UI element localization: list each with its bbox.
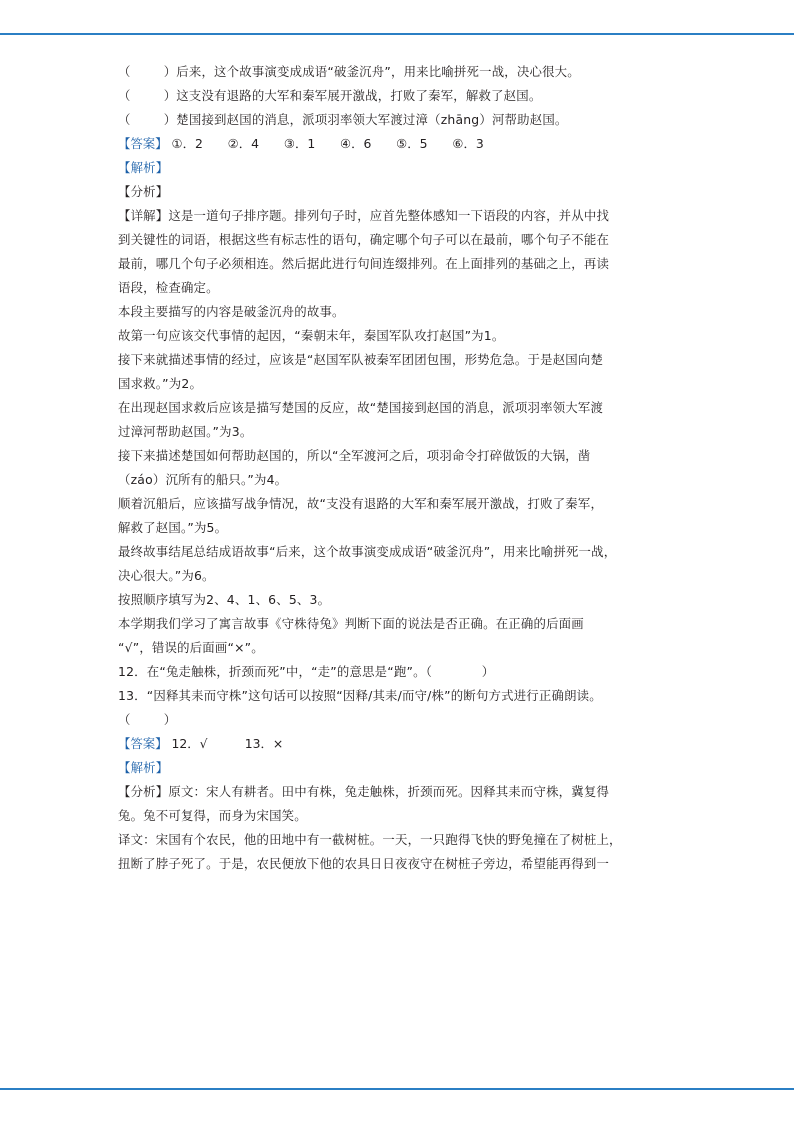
- answer-values: ①．2 ②．4 ③．1 ④．6 ⑤．5 ⑥．3: [171, 136, 484, 151]
- text-line: 本学期我们学习了寓言故事《守株待兔》判断下面的说法是否正确。在正确的后面画: [118, 616, 584, 631]
- text-line: 本段主要描写的内容是破釜沉舟的故事。: [118, 304, 345, 319]
- analysis-label: 【解析】: [118, 760, 169, 775]
- text-line: 【分析】: [118, 184, 169, 199]
- text-line: 译文：宋国有个农民，他的田地中有一截树桩。一天，一只跑得飞快的野兔撞在了树桩上，: [118, 832, 622, 847]
- answer-line: [118, 732, 688, 756]
- text-line: （záo）沉所有的船只。”为4。: [118, 472, 288, 487]
- text-line: 过漳河帮助赵国。”为3。: [118, 424, 253, 439]
- answer-values: 12．√ 13．×: [171, 736, 284, 751]
- answer-label: 【答案】: [118, 136, 168, 151]
- text-line: 故第一句应该交代事情的起因，“秦朝末年，秦国军队攻打赵国”为1。: [118, 328, 505, 343]
- text-line: 顺着沉船后，应该描写战争情况，故“支没有退路的大军和秦军展开激战，打败了秦军，: [118, 496, 604, 511]
- document-body: [118, 60, 688, 876]
- text-line: 最终故事结尾总结成语故事“后来，这个故事演变成成语“破釜沉舟”，用来比喻拼死一战，: [118, 544, 617, 559]
- text-line: 【分析】原文：宋人有耕者。田中有株，兔走触株，折颈而死。因释其耒而守株，冀复得: [118, 784, 610, 799]
- text-line: 决心很大。”为6。: [118, 568, 215, 583]
- page-top-rule: [0, 33, 794, 35]
- text-line: （ ）楚国接到赵国的消息，派项羽率领大军渡过漳（zhāng）河帮助赵国。: [118, 112, 568, 127]
- text-line: 兔。兔不可复得，而身为宋国笑。: [118, 808, 307, 823]
- text-line: 扭断了脖子死了。于是，农民便放下他的农具日日夜夜守在树桩子旁边，希望能再得到一: [118, 856, 610, 871]
- page-bottom-rule: [0, 1088, 794, 1090]
- text-line: 按照顺序填写为2、4、1、6、5、3。: [118, 592, 331, 607]
- analysis-label: 【解析】: [118, 160, 169, 175]
- text-line: 最前，哪几个句子必须相连。然后据此进行句间连缀排列。在上面排列的基础之上，再读: [118, 256, 610, 271]
- text-line: 在出现赵国求救后应该是描写楚国的反应，故“楚国接到赵国的消息，派项羽率领大军渡: [118, 400, 604, 415]
- text-line: （ ）这支没有退路的大军和秦军展开激战，打败了秦军，解救了赵国。: [118, 88, 542, 103]
- text-line: “√”，错误的后面画“×”。: [118, 640, 264, 655]
- text-line: （ ）: [118, 712, 177, 727]
- text-line: 【详解】这是一道句子排序题。排列句子时，应首先整体感知一下语段的内容，并从中找: [118, 208, 610, 223]
- question-line-12: 12．在“兔走触株，折颈而死”中，“走”的意思是“跑”。（ ）: [118, 664, 495, 679]
- text-line: 解救了赵国。”为5。: [118, 520, 228, 535]
- answer-label: 【答案】: [118, 736, 168, 751]
- text-line: 接下来就描述事情的经过，应该是“赵国军队被秦军团团包围，形势危急。于是赵国向楚: [118, 352, 604, 367]
- text-line: 接下来描述楚国如何帮助赵国的，所以“全军渡河之后，项羽命令打碎做饭的大锅，凿: [118, 448, 591, 463]
- text-line: 国求救。”为2。: [118, 376, 203, 391]
- text-line: 到关键性的词语，根据这些有标志性的语句，确定哪个句子可以在最前，哪个句子不能在: [118, 232, 610, 247]
- text-line: 语段，检查确定。: [118, 280, 219, 295]
- answer-line: [118, 132, 688, 156]
- text-line: （ ）后来，这个故事演变成成语“破釜沉舟”，用来比喻拼死一战，决心很大。: [118, 64, 580, 79]
- question-line-13: 13．“因释其耒而守株”这句话可以按照“因释/其耒/而守/株”的断句方式进行正确朗读。: [118, 688, 602, 703]
